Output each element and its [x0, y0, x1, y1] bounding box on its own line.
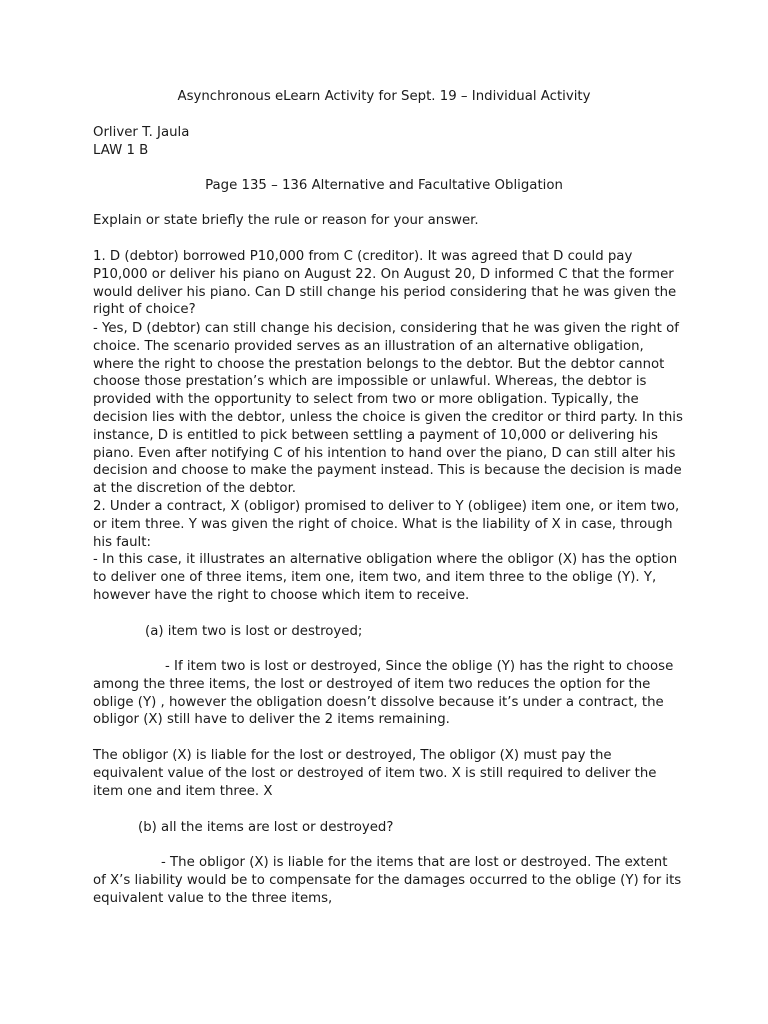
sub-question-a: (a) item two is lost or destroyed; — [145, 624, 363, 639]
document-title: Asynchronous eLearn Activity for Sept. 19 – Individual Activity — [177, 89, 591, 104]
author-name: Orliver T. Jaula — [93, 125, 190, 140]
question-2: 2. Under a contract, X (obligor) promised to deliver to Y (obligee) item one, or item two, or item three. Y was given the right of choice. What is the liability of X in case, through his fault: — [93, 499, 680, 550]
course-section: LAW 1 B — [93, 143, 149, 158]
question-1: 1. D (debtor) borrowed P10,000 from C (creditor). It was agreed that D could pay P10,000 or deliver his piano on August 22. On August 20, D informed C that the former would deliver his piano. Can D still change his period considering that he was given the right of choice? — [93, 249, 677, 318]
answer-2-intro: - In this case, it illustrates an alternative obligation where the obligor (X) has the option to deliver one of three items, item one, item two, and item three to the oblige (Y). Y, however have the right to choose which item to receive. — [93, 552, 678, 603]
instructions: Explain or state briefly the rule or reason for your answer. — [93, 213, 479, 228]
answer-1: - Yes, D (debtor) can still change his decision, considering that he was given the right of choice. The scenario provided serves as an illustration of an alternative obligation, where the right to choose the prestation belongs to the debtor. But the debtor cannot choose those prestation’s which are impossible or unlawful. Whereas, the debtor is provided with the opportunity to select from two or more obligation. Typically, the decision lies with the debtor, unless the choice is given the creditor or third party. In this instance, D is entitled to pick between settling a payment of 10,000 or delivering his piano. Even after notifying C of his intention to hand over the piano, D can still alter his decision and choose to make the payment instead. This is because the decision is made at the discretion of the debtor. — [93, 321, 683, 497]
answer-2a-part-1: - If item two is lost or destroyed, Since the oblige (Y) has the right to choose among the three items, the lost or destroyed of item two reduces the option for the oblige (Y) , however the obligation doesn’t dissolve because it’s under a contract, the obligor (X) still have to deliver the 2 items remaining. — [93, 659, 674, 728]
sub-question-b: (b) all the items are lost or destroyed? — [138, 820, 394, 835]
page-subtitle: Page 135 – 136 Alternative and Facultative Obligation — [205, 178, 563, 193]
answer-2a-part-2: The obligor (X) is liable for the lost or destroyed, The obligor (X) must pay the equivalent value of the lost or destroyed of item two. X is still required to deliver the item one and item three. X — [93, 748, 657, 799]
answer-2b: - The obligor (X) is liable for the items that are lost or destroyed. The extent of X’s liability would be to compensate for the damages occurred to the oblige (Y) for its equivalent value to the three items, — [93, 855, 682, 906]
